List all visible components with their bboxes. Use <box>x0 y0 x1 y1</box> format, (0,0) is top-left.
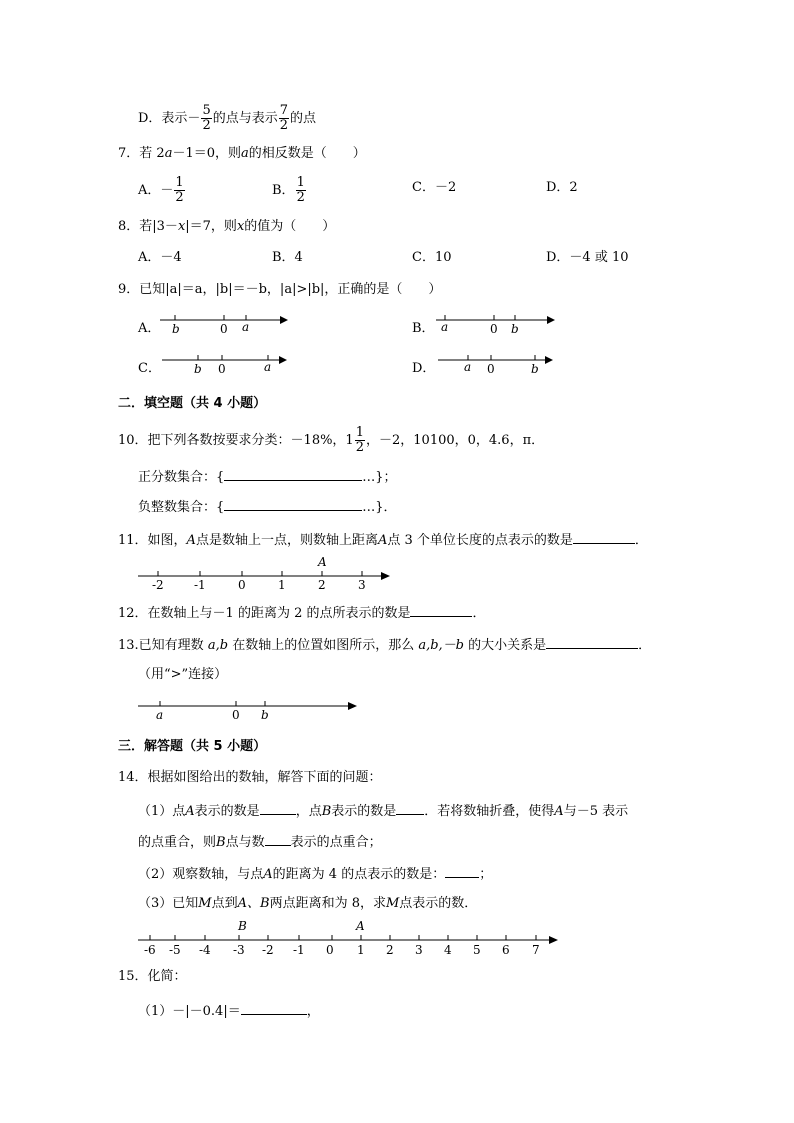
q14-part3: （3）已知M点到A、B两点距离和为 8，求M点表示的数． <box>138 896 478 911</box>
q11-answer-blank[interactable] <box>573 531 635 544</box>
q10-answer-blank-2[interactable] <box>224 498 362 511</box>
q9-c-tick-0: 0 <box>218 362 226 376</box>
q14-p1-blank-b[interactable] <box>396 802 424 815</box>
q8-option-a: A．－4 <box>138 250 182 265</box>
q6-d-fraction-2: $\frac{7}{2}$ <box>279 103 289 133</box>
q14-tick-label: -2 <box>262 943 274 957</box>
q15-part1: （1）－|－0.4|＝ ， <box>138 1004 320 1019</box>
q9-option-b-number-line <box>434 310 564 340</box>
q8-option-d: D．－4 或 10 <box>546 250 629 265</box>
q14-part1-line2: 的点重合，则B点与数 表示的点重合； <box>138 835 382 850</box>
q8-option-c: C．10 <box>412 250 452 265</box>
q14-tick-label: 4 <box>444 943 452 957</box>
q15-stem: 15．化简： <box>118 969 187 984</box>
q9-d-tick-0: 0 <box>487 362 495 376</box>
q15-p1-answer-blank[interactable] <box>241 1002 307 1015</box>
q9-option-b-label: B． <box>412 321 435 336</box>
q8-option-b: B．4 <box>272 250 303 265</box>
q7-option-b: B． $\frac{1}{2}$ <box>272 175 305 205</box>
q9-option-d-label: D． <box>412 361 436 376</box>
q10-stem: 10．把下列各数按要求分类：－18%，1 $\frac{1}{2}$ ，－2，10100，0，4.6，π． <box>118 425 545 455</box>
q13-stem: 13.已知有理数 a,b 在数轴上的位置如图所示，那么 a,b,－b 的大小关系是 ． <box>118 638 652 653</box>
q12-stem: 12．在数轴上与－1 的距离为 2 的点所表示的数是 ． <box>118 606 486 621</box>
q14-p2-blank[interactable] <box>445 865 479 878</box>
q9-c-tick-a: a <box>264 360 272 374</box>
q7-option-a: A．－ $\frac{1}{2}$ <box>138 175 184 205</box>
q9-d-tick-b: b <box>531 362 539 376</box>
q7-option-c: C．－2 <box>412 180 457 195</box>
q7-b-fraction: $\frac{1}{2}$ <box>296 175 305 205</box>
section-2-heading: 二．填空题（共 4 小题） <box>118 396 267 411</box>
q13-answer-blank[interactable] <box>546 636 638 649</box>
q9-b-tick-b: b <box>511 322 519 336</box>
q9-option-c-number-line <box>158 350 298 380</box>
q14-tick-label: 7 <box>532 943 540 957</box>
q7-a-fraction: $\frac{1}{2}$ <box>175 175 184 205</box>
q14-p1-blank-a[interactable] <box>260 802 296 815</box>
q11-tick-label: 3 <box>358 578 366 592</box>
q11-tick-label: 2 <box>318 578 326 592</box>
q14-tick-label: 3 <box>415 943 423 957</box>
q9-option-a-number-line <box>158 310 298 340</box>
q14-tick-label: -6 <box>144 943 156 957</box>
q14-part1: （1）点A表示的数是 ，点B表示的数是 ．若将数轴折叠，使得A与－5 表示 <box>138 804 629 819</box>
q9-b-tick-0: 0 <box>490 322 498 336</box>
q6-d-suffix: 的点 <box>290 111 317 126</box>
q10-negative-integer-set: 负整数集合：{ …}． <box>138 500 397 515</box>
q14-tick-label: 2 <box>386 943 394 957</box>
q6-d-prefix: D．表示－ <box>138 111 201 126</box>
q8-stem: 8．若|3－x|＝7，则x的值为（ ） <box>118 219 336 234</box>
q9-a-tick-0: 0 <box>220 322 228 336</box>
q9-d-tick-a: a <box>464 360 472 374</box>
q14-tick-label: -1 <box>293 943 305 957</box>
q14-part2: （2）观察数轴，与点A的距离为 4 的点表示的数是： ； <box>138 867 493 882</box>
q14-tick-label: -3 <box>233 943 245 957</box>
q9-option-a-label: A． <box>138 321 161 336</box>
q11-tick-label: -2 <box>152 578 164 592</box>
q9-c-tick-b: b <box>194 362 202 376</box>
q11-stem: 11．如图，A点是数轴上一点，则数轴上距离A点 3 个单位长度的点表示的数是 ． <box>118 533 648 548</box>
q10-positive-fraction-set: 正分数集合：{ …}； <box>138 470 397 485</box>
q14-tick-label: 5 <box>473 943 481 957</box>
q14-tick-label: 1 <box>357 943 365 957</box>
q14-tick-label: 0 <box>326 943 334 957</box>
q7-stem: 7．若 2a－1＝0，则a的相反数是（ ） <box>118 146 366 161</box>
q6-option-d <box>138 104 316 133</box>
q14-tick-label: 6 <box>502 943 510 957</box>
q9-option-c-label: C． <box>138 361 161 376</box>
q14-p1-blank-c[interactable] <box>265 833 291 846</box>
q13-number-line <box>136 694 366 724</box>
q12-answer-blank[interactable] <box>410 604 472 617</box>
q9-b-tick-a: a <box>441 320 449 334</box>
section-3-heading: 三．解答题（共 5 小题） <box>118 739 267 754</box>
q7-option-d: D．2 <box>546 180 578 195</box>
q14-tick-label: -4 <box>199 943 211 957</box>
q6-d-mid: 的点与表示 <box>212 111 278 126</box>
q9-a-tick-b: b <box>172 322 180 336</box>
q9-stem: 9．已知|a|＝a，|b|＝－b，|a|>|b|，正确的是（ ） <box>118 282 442 297</box>
q11-tick-label: -1 <box>194 578 206 592</box>
q13-note: （用“>”连接） <box>138 667 228 682</box>
q11-tick-label: 1 <box>278 578 286 592</box>
q11-number-line <box>136 554 398 594</box>
q10-fraction: $\frac{1}{2}$ <box>355 425 364 455</box>
q14-tick-label: -5 <box>169 943 181 957</box>
q11-point-a-label: A <box>318 555 327 569</box>
q13-tick-a: a <box>156 708 164 722</box>
q13-tick-0: 0 <box>232 708 240 722</box>
q13-tick-b: b <box>261 708 269 722</box>
q9-option-d-number-line <box>434 350 564 380</box>
q10-answer-blank-1[interactable] <box>224 468 362 481</box>
q14-point-a-label: A <box>356 919 365 933</box>
q14-number-line <box>136 918 566 960</box>
q6-d-fraction-1: $\frac{5}{2}$ <box>202 103 211 133</box>
q9-a-tick-a: a <box>242 320 250 334</box>
q11-tick-label: 0 <box>238 578 246 592</box>
q14-stem: 14．根据如图给出的数轴，解答下面的问题： <box>118 770 382 785</box>
q14-point-b-label: B <box>238 919 247 933</box>
